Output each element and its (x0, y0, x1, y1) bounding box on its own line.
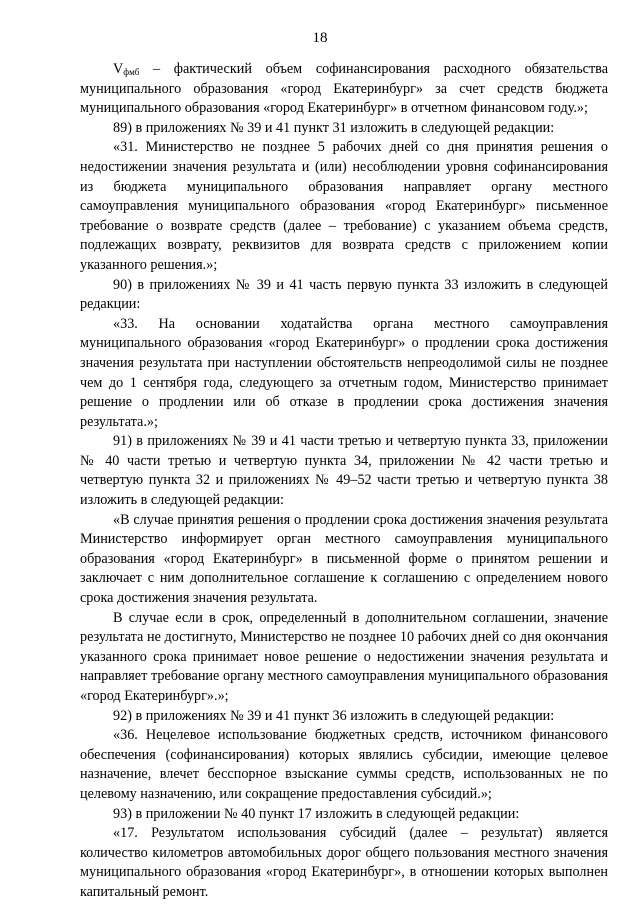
paragraph-90: 90) в приложениях № 39 и 41 часть первую пункта 33 изложить в следующей редакции: (80, 276, 608, 313)
paragraph-89: 89) в приложениях № 39 и 41 пункт 31 изложить в следующей редакции: (113, 119, 555, 136)
page-number: 18 (312, 30, 328, 46)
paragraph-93: 93) в приложении № 40 пункт 17 изложить в следующей редакции: (113, 805, 520, 822)
paragraph-point-31: «31. Министерство не позднее 5 рабочих дней со дня принятия решения о недостижении значения результата и (или) несоблюдении уровня софинансирования из бюджета муниципального образования направляет органу местного самоуправления муниципального образования «город Екатеринбург» письменное требование о возврате средств (далее – требование) с указанием объема средств, подлежащих возврату, реквизитов для возврата средств с приложением копии указанного решения.»; (80, 139, 608, 273)
formula-definition-text: – фактический объем софинансирования расходного обязательства муниципального образования «город Екатеринбург» за счет средств бюджета муниципального образования «город Екатеринбург» в отчетном финансовом году.»; (80, 61, 608, 117)
paragraph-point-33: «33. На основании ходатайства органа местного самоуправления муниципального образования «город Екатеринбург» о продлении срока достижения значения результата при наступлении обстоятельств непреодолимой силы не позднее чем до 1 сентября года, следующего за отчетным годом, Министерство принимает решение о продлении или об отказе в продлении срока достижения значения результата.»; (80, 315, 608, 430)
paragraph-point-17: «17. Результатом использования субсидий (далее – результат) является количество километров автомобильных дорог общего пользования местного значения муниципального образования «город Екатеринбург», в отношении которых выполнен капитальный ремонт. (80, 825, 608, 900)
formula-symbol: V (113, 61, 124, 77)
paragraph-formula-definition (80, 60, 608, 119)
paragraph-91: 91) в приложениях № 39 и 41 части третью и четвертую пункта 33, приложении № 40 части третью и четвертую пункта 34, приложении № 42 части третью и четвертую пункта 32 и приложениях № 49–52 части третью и четвертую пункта 38 изложить в следующей редакции: (80, 433, 608, 509)
document-body (80, 60, 608, 903)
paragraph-point-36: «36. Нецелевое использование бюджетных средств, источником финансового обеспечения (софинансирования) которых являлись субсидии, имеющие целевое назначение, влечет бесспорное взыскание суммы средств, использованных не по целевому назначению, или сокращение предоставления субсидий.»; (80, 727, 608, 802)
formula-subscript: фмб (123, 67, 140, 77)
paragraph-extension-decision: «В случае принятия решения о продлении срока достижения значения результата Министерство информирует орган местного самоуправления муниципального образования «город Екатеринбург» в письменной форме о принятом решении и заключает с ним дополнительное соглашение к соглашению с определением нового срока достижения значения результата. (80, 511, 608, 607)
paragraph-new-decision: В случае если в срок, определенный в дополнительном соглашении, значение результата не достигнуто, Министерство не позднее 10 рабочих дней со дня окончания указанного срока принимает новое решение о недостижении значения результата и направляет требование органу местного самоуправления муниципального образования «город Екатеринбург».»; (80, 609, 608, 704)
paragraph-92: 92) в приложениях № 39 и 41 пункт 36 изложить в следующей редакции: (113, 707, 555, 724)
